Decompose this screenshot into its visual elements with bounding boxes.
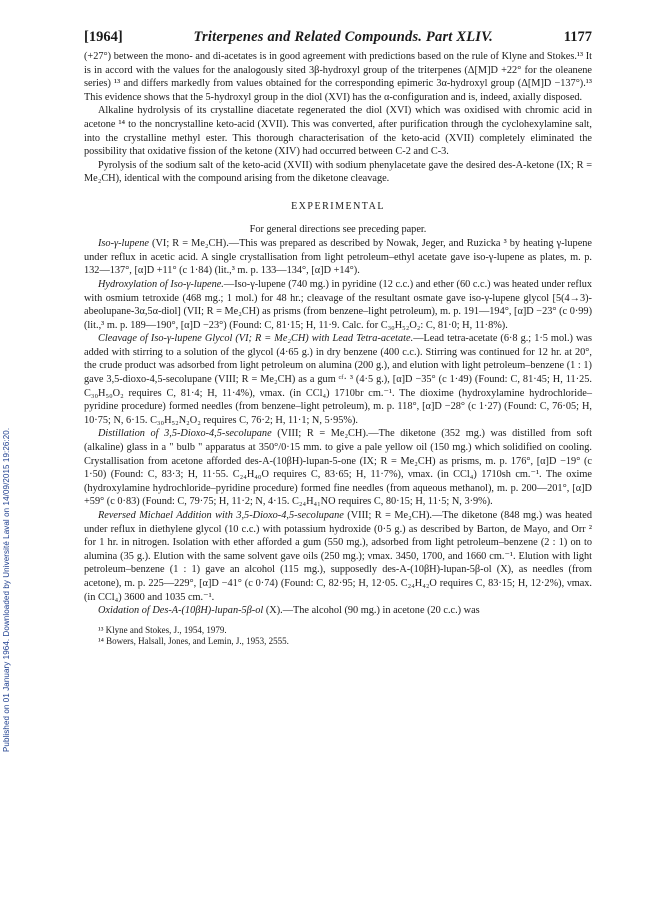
- entry-lead: Cleavage of Iso-γ-lupene Glycol (VI; R = Me₂CH) with Lead Tetra-acetate.: [98, 333, 414, 345]
- section-heading-experimental: EXPERIMENTAL: [291, 200, 385, 212]
- entry-lead: Hydroxylation of Iso-γ-lupene.: [98, 278, 224, 290]
- intro-paragraph: Pyrolysis of the sodium salt of the keto-acid (XVII) with sodium phenylacetate gave the desired des-A-ketone (IX; R = Me₂CH), identical with the compound arising from the diketone cleavage.: [84, 159, 592, 185]
- footnotes: [84, 625, 592, 647]
- download-watermark: Published on 01 January 1964. Downloaded by Université Laval on 14/09/2015 19:26:20.: [2, 427, 11, 752]
- entry-text: (VIII; R = Me₂CH).—The diketone (848 mg.) was heated under reflux in diethylene glycol (10 c.c.) with potassium hydroxide (0·5 g.) as described by Barton, de Mayo, and Orr ² for 1 hr. in nitrogen. Isolation with ether afforded a gum (550 mg.), adsorbed from light petroleum–benzene (2 : 1) on to alumina (35 g.). Elution with the same solvent gave oils (250 mg.); νmax. 3450, 1700, and 1660 cm.⁻¹. Elution with light petroleum–benzene (1 : 1) gave an alcohol (115 mg.), supposedly des-A-(10βH)-lupan-5β-ol (X), as needles (from acetone), m. p. 225—229°, [α]D −41° (c 0·74) (Found: C, 82·95; H, 12·05. C₂₄H₄₂O requires C, 83·15; H, 12·2%), νmax. (in CCl₄) 3600 and 1035 cm.⁻¹.: [84, 510, 592, 603]
- experimental-entry: [84, 509, 592, 604]
- entry-text: (VIII; R = Me₂CH).—The diketone (352 mg.) was distilled from soft (alkaline) glass in a " bulb " apparatus at 350°/0·15 mm. to give a pale yellow oil (150 mg.) which solidified on cooling. Crystallisation from acetone afforded des-A-(10βH)-lupan-5-one (IX; R = Me₂CH) as prisms, m. p. 176°, [α]D −19° (c 1·50) (Found: C, 83·3; H, 11·55. C₂₄H₄₀O requires C, 83·65; H, 11·7%), νmax. (in CCl₄) 1710sh cm.⁻¹. The oxime (hydroxylamine hydrochloride–pyridine procedure) formed fine needles (from aqueous methanol), m. p. 200—201°, [α]D +59° (c 0·83) (Found: C, 79·75; H, 11·2; N, 4·15. C₂₄H₄₁NO requires C, 80·15; H, 11·5; N, 3·9%).: [84, 428, 592, 508]
- footnote: ¹³ Klyne and Stokes, J., 1954, 1979.: [98, 624, 227, 635]
- entry-lead: Iso-γ-lupene: [98, 238, 149, 250]
- running-head: [84, 28, 592, 46]
- journal-page: [84, 28, 592, 647]
- entry-lead: Distillation of 3,5-Dioxo-4,5-secolupane: [98, 428, 272, 440]
- footnote: ¹⁴ Bowers, Halsall, Jones, and Lemin, J., 1953, 2555.: [98, 635, 289, 646]
- experimental-entry: [84, 278, 592, 332]
- entry-lead: Reversed Michael Addition with 3,5-Dioxo-4,5-secolupane: [98, 510, 344, 521]
- experimental-entry: [84, 332, 592, 427]
- paper-title: Triterpenes and Related Compounds. Part XLIV.: [193, 29, 493, 45]
- entry-text: (X).—The alcohol (90 mg.) in acetone (20 c.c.) was: [263, 605, 480, 617]
- entry-text: (VI; R = Me₂CH).—This was prepared as described by Nowak, Jeger, and Ruzicka ³ by heating γ-lupene under reflux in acetic acid. A single crystallisation from light petroleum–ethyl acetate gave iso-γ-lupene as plates, m. p. 132—137°, [α]D +11° (c 1·84) (lit.,³ m. p. 133—134°, [α]D +14°).: [84, 238, 592, 277]
- experimental-entry: [84, 427, 592, 509]
- entry-text: —Lead tetra-acetate (6·8 g.; 1·5 mol.) was added with stirring to a solution of the glycol (4·65 g.) in dry benzene (400 c.c.). Stirring was continued for 12 hr. at 20°, the crude product was adsorbed from light petroleum on alumina (200 g.), and elution with light petroleum–benzene (1 : 1) gave 3,5-dioxo-4,5-secolupane (VIII; R = Me₂CH) as a gum ᶜᶠ· ³ (4·5 g.), [α]D −35° (c 1·49) (Found: C, 81·45; H, 11·25. C₃₀H₅₀O₂ requires C, 81·4; H, 11·4%), νmax. (in CCl₄) 1710br cm.⁻¹. The dioxime (hydroxylamine hydrochloride–pyridine procedure) formed needles (from benzene–light petroleum), m. p. 118°, [α]D −28° (c 1·27) (Found: C, 76·05; H, 10·75; N, 6·15. C₃₀H₅₂N₂O₂ requires C, 76·2; H, 11·1; N, 5·95%).: [84, 333, 592, 426]
- journal-year: [1964]: [84, 29, 123, 45]
- intro-paragraph: (+27°) between the mono- and di-acetates is in good agreement with predictions based on the rule of Klyne and Stokes.¹³ It is in accord with the values for the analogously sited 3β-hydroxyl group of the triterpenes (Δ[M]D +22° for the oleanene series) ¹³ and differs markedly from values obtained for the corresponding epimeric 3α-hydroxyl group (Δ[M]D −137°).¹³ This evidence shows that the 5-hydroxyl group in the diol (XVI) has the α-configuration and is, indeed, axially disposed.: [84, 51, 592, 103]
- experimental-entry: [84, 604, 592, 618]
- entry-lead: Oxidation of Des-A-(10βH)-lupan-5β-ol: [98, 605, 264, 617]
- intro-paragraph: Alkaline hydrolysis of its crystalline diacetate regenerated the diol (XVI) which was oxidised with chromic acid in acetone ¹⁴ to the noncrystalline keto-acid (XVII). This was converted, after purification through the cyclohexylamine salt, into the crystalline methyl ester. This thorough characterisation of the keto-acid (XVII) completely eliminated the possibility that oxidative fission of the ketone (XIV) had occurred between C-2 and C-3.: [84, 105, 592, 158]
- general-directions: For general directions see preceding paper.: [249, 223, 427, 235]
- experimental-entry: [84, 237, 592, 278]
- entry-text: —Iso-γ-lupene (740 mg.) in pyridine (12 c.c.) and ether (60 c.c.) was heated under reflux with osmium tetroxide (468 mg.; 1 mol.) for 48 hr.; cleavage of the resultant osmate gave iso-γ-lupene glycol [5(4→3)-abeolupane-3α,5α-diol] (VII; R = Me₂CH) as prisms (from benzene–light petroleum), m. p. 191—194°, [α]D −23° (c 0·99) (lit.,³ m. p. 189—190°, [α]D −23°) (Found: C, 81·15; H, 11·9. Calc. for C₃₀H₅₂O₂: C, 81·0; H, 11·8%).: [84, 278, 592, 331]
- page-number: 1177: [563, 29, 592, 45]
